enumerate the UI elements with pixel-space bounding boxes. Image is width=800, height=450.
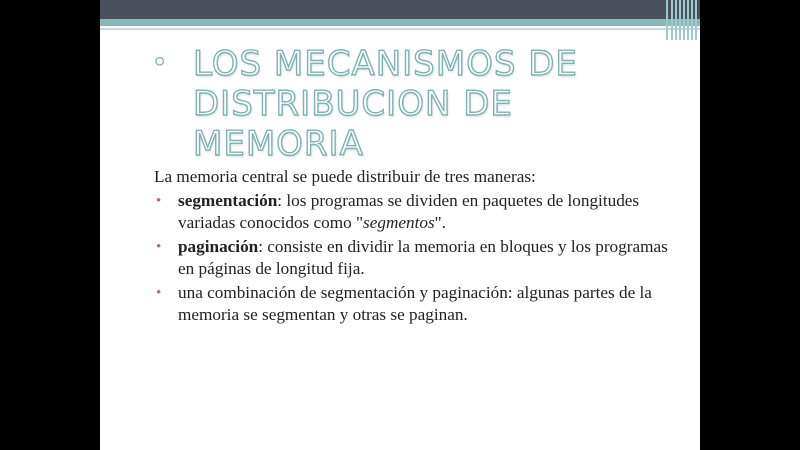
slide [100, 0, 700, 450]
item-text: : los programas se dividen en paquetes de longitudes variadas conocidos como " [178, 191, 640, 232]
header-stripe [687, 0, 689, 40]
slide-content [154, 166, 674, 328]
list-item [154, 282, 674, 326]
list-item [154, 190, 674, 234]
intro-text: La memoria central se puede distribuir de tres maneras: [154, 167, 536, 186]
item-emphasis: segmentos [363, 213, 435, 232]
header-stripe [679, 0, 681, 40]
header-stripe [675, 0, 677, 40]
item-text: : consiste en dividir la memoria en bloques y los programas en páginas de longitud fija. [178, 237, 668, 278]
item-text-end: ". [434, 213, 446, 232]
header-divider [100, 28, 700, 30]
title-bullet-icon: • [152, 48, 168, 78]
header-stripe [695, 0, 697, 40]
header-stripe [666, 0, 668, 40]
header-dark-band [100, 0, 700, 19]
header-stripe [671, 0, 673, 40]
term-paginacion: paginación [178, 237, 259, 256]
header-stripe [683, 0, 685, 40]
bullet-icon: • [156, 193, 162, 209]
header-stripe [691, 0, 693, 40]
slide-title: LOS MECANISMOS DE DISTRIBUCION DE MEMORIA [193, 44, 578, 164]
bullet-list [154, 190, 674, 326]
list-item [154, 236, 674, 280]
term-segmentacion: segmentación [178, 191, 278, 210]
item-text: una combinación de segmentación y paginación: algunas partes de la memoria se segmentan y otras se paginan. [178, 283, 652, 324]
header-teal-band [100, 19, 700, 26]
bullet-icon: • [156, 239, 162, 255]
bullet-icon: • [156, 285, 162, 301]
